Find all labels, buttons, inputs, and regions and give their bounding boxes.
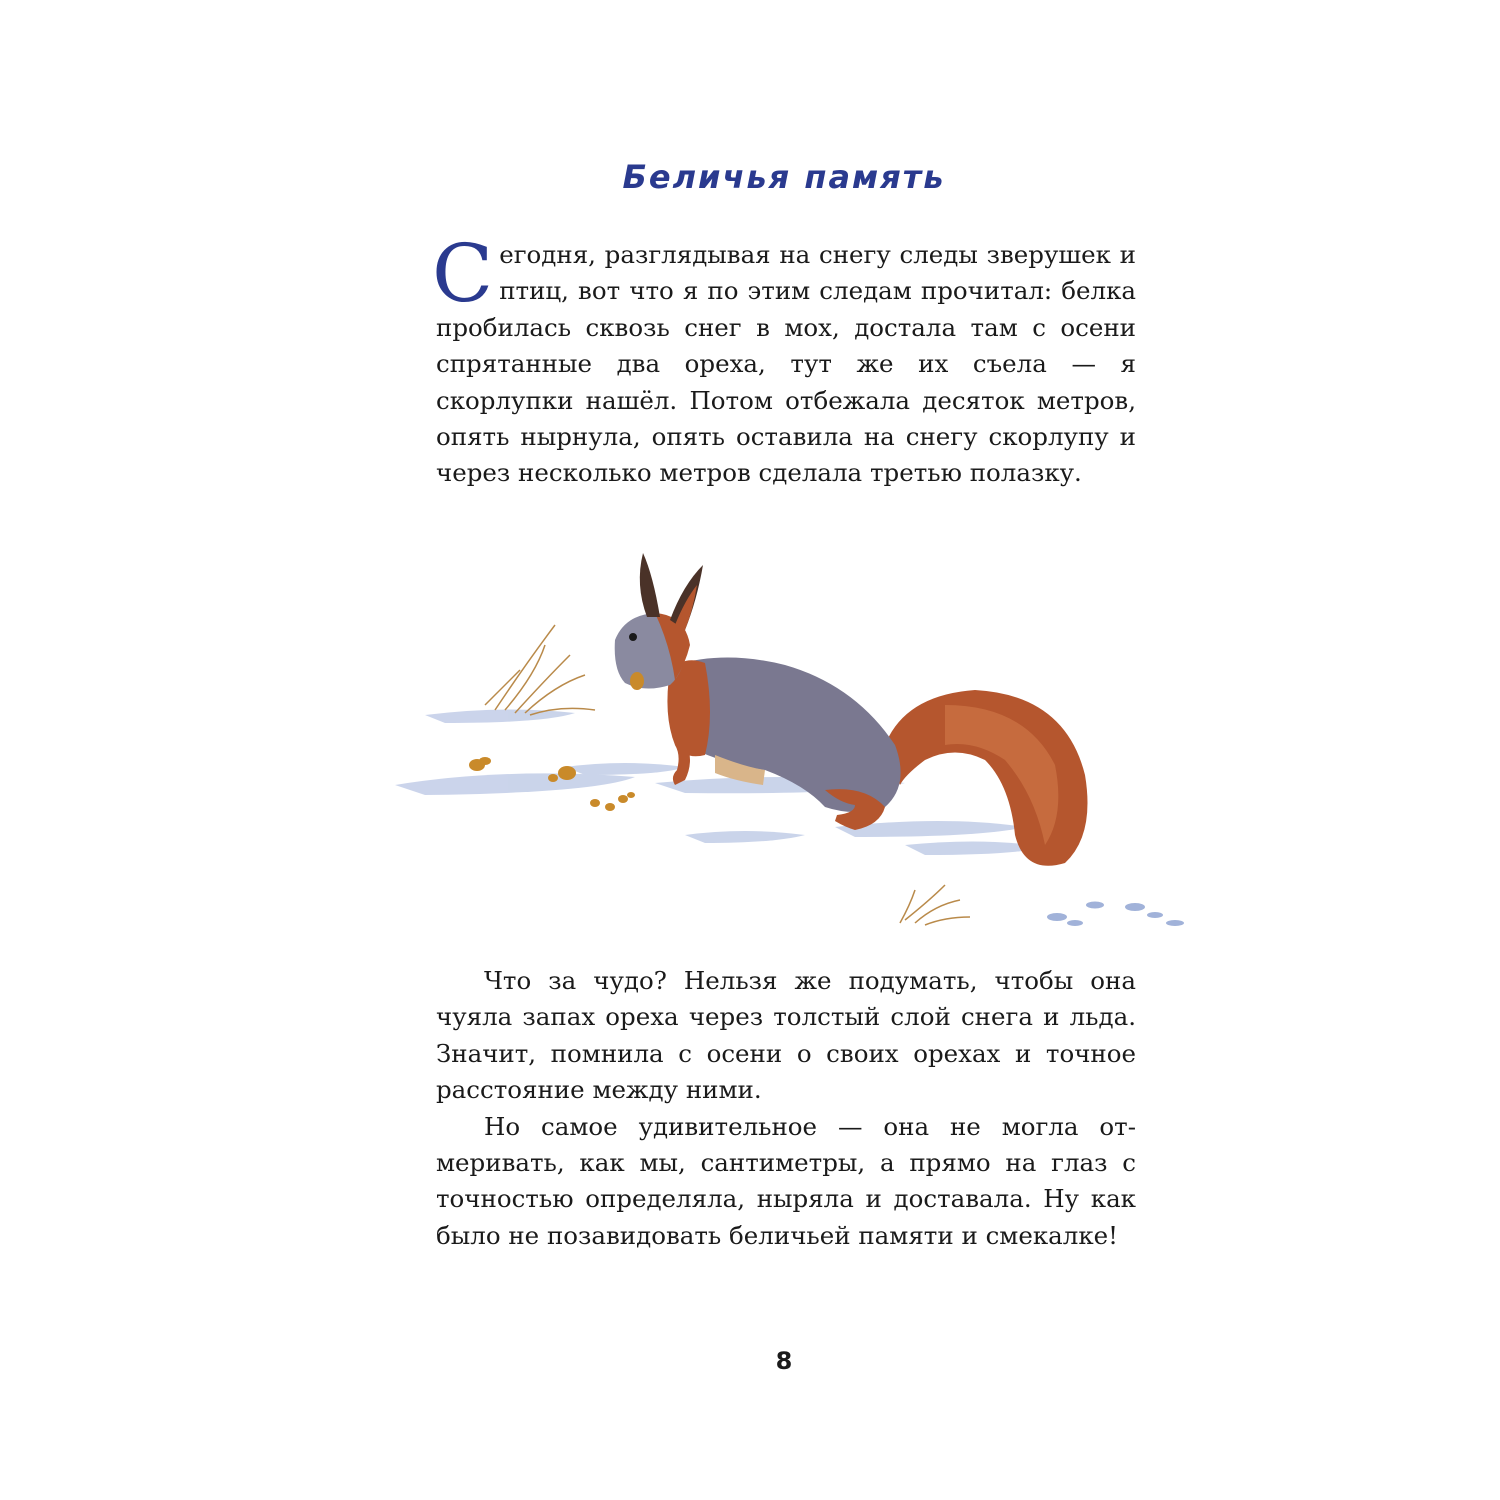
paragraph-3: Но самое удивительное — она не могла отмеривать, как мы, сантиметры, а прямо на глаз с точностью определяла, ныряла и доставала. Ну как было не позавидовать беличьей памяти и смекалке! (436, 1111, 1136, 1250)
text-block-bottom (436, 963, 1136, 1254)
paragraph-2: Что за чудо? Нельзя же подумать, чтобы она чуяла запах ореха через толстый слой снега и льда. Значит, помнила с осени о своих орехах и точное расстояние между ними. (436, 966, 1136, 1105)
drop-cap: С (432, 227, 494, 320)
squirrel-eye (629, 633, 637, 641)
squirrel-illustration (385, 545, 1195, 945)
paw-prints (1047, 902, 1184, 927)
page-number: 8 (775, 1347, 793, 1375)
grass-tuft-right (900, 885, 970, 925)
nut-in-mouth (630, 672, 644, 690)
text-block-top (432, 227, 1136, 492)
grass-tuft-left (485, 625, 595, 715)
paragraph-1-text: егодня, разглядывая на снегу следы зверушек и птиц, вот что я по этим следам прочитал: белка пробилась сквозь снег в мох, достала там с осени спрятанные два ореха, тут же их съела — я скорлупки нашёл. Потом отбежала десяток метров, опять нырнула, опять оставила на снегу скорлупу и через несколько метров сделала третью полазку. (436, 240, 1136, 488)
paragraph-1 (432, 227, 1136, 492)
squirrel-ear-left (640, 553, 660, 617)
page-title: Беличья память (622, 158, 946, 196)
